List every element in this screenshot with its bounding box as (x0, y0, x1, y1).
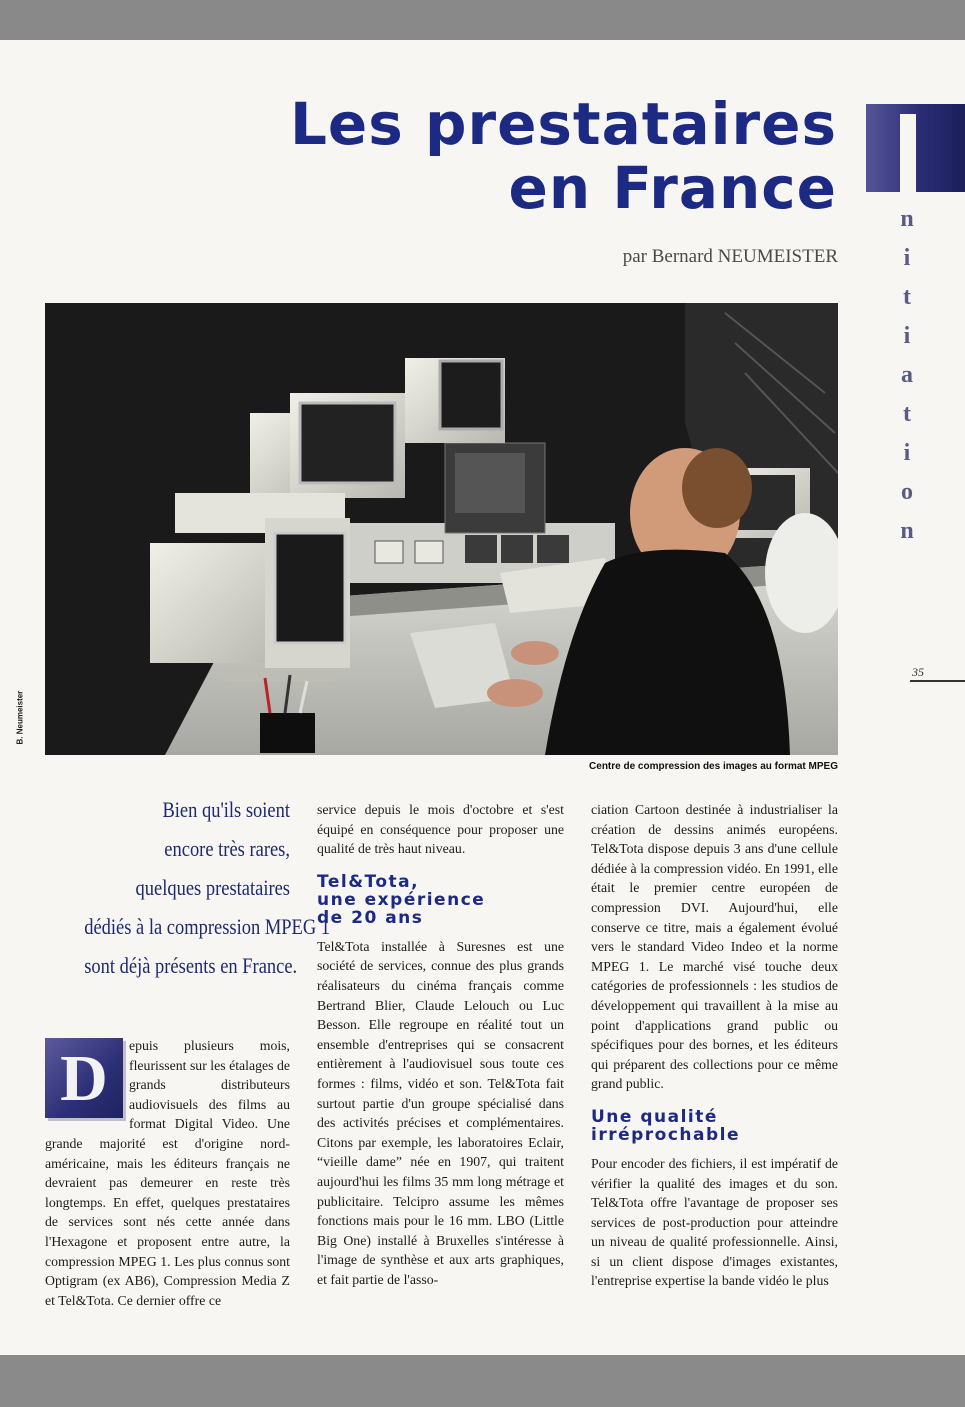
top-scan-band (0, 0, 965, 40)
title-line-2: en France (508, 154, 837, 222)
byline: par Bernard NEUMEISTER (622, 246, 838, 267)
article-title (290, 92, 837, 220)
section-tab-letter: n (900, 518, 914, 544)
subheading-tel-tota (317, 873, 564, 927)
lead-line: dédiés à la compression MPEG 1 (84, 914, 331, 939)
subheading-line: de 20 ans (317, 907, 424, 928)
section-tab-letter: t (903, 284, 911, 310)
lead-line: encore très rares, (164, 836, 290, 861)
photo-credit: B. Neumeister (15, 690, 25, 745)
body-column-1 (45, 1036, 290, 1310)
drop-cap-letter: D (60, 1042, 108, 1115)
body-paragraph: Tel&Tota installée à Suresnes est une société de services, connue des plus grands réalisateurs du cinéma français comme Bertrand Blier, Claude Lelouch ou Luc Besson. Elle regroupe en réalité tout un ensemble d'entreprises qui se consacrent entièrement à l'audiovisuel sous toute ces formes : films, vidéo et son. Tel&Tota fait surtout partie d'un groupe spécialisé dans des activités précises et complémentaires. Citons par exemple, les laboratoires Eclair, “vieille dame” née en 1907, qui traitent aujourd'hui les films 35 mm long métrage et publicitaire. Telcipro assume les mêmes fonctions mais pour le 16 mm. LBO (Little Big One) installé à Bruxelles s'intéresse à l'image de synthèse et aux arts graphiques, et fait partie de l'asso- (317, 938, 564, 1287)
section-tab-letters (895, 200, 919, 551)
section-tab-letter: t (903, 401, 911, 427)
bottom-scan-band (0, 1355, 965, 1407)
body-paragraph: ciation Cartoon destinée à industrialiser la création de dessins animés européens. Tel&Tota dispose depuis 3 ans d'une cellule dédiée à la compression vidéo. En 1991, elle était le premier centre européen de compression DVI. Aujourd'hui, elle conserve ce titre, mais a également évolué vers le standard Video Indeo et la norme MPEG 1. Le marché visé touche deux catégories de professionnels : les studios de développement qui travaillent à la mise au point d'applications grand public ou spécifiques pour des bornes, et les éditeurs qui préparent des collections pour ce même grand public. (591, 802, 838, 1092)
subheading-line: irréprochable (591, 1124, 741, 1145)
drop-cap (45, 1038, 123, 1118)
body-paragraph: service depuis le mois d'octobre et s'est équipé en conséquence pour proposer une qualité de très haut niveau. (317, 802, 564, 857)
photo-caption: Centre de compression des images au format MPEG (589, 761, 838, 772)
article-photo (45, 303, 838, 755)
section-tab-letter: a (901, 362, 913, 388)
section-tab-letter: i (903, 245, 911, 271)
section-tab-initial-letter (900, 114, 916, 192)
photo-scene (45, 303, 838, 755)
title-line-1: Les prestataires (289, 90, 837, 158)
section-tab-letter: i (903, 440, 911, 466)
subheading-line: Une qualité (591, 1106, 718, 1127)
subheading-line: Tel&Tota, (317, 871, 420, 892)
body-column-3 (591, 800, 838, 1291)
body-column-2 (317, 800, 564, 1289)
page-number: 35 (912, 665, 924, 679)
subheading-line: une expérience (317, 889, 486, 910)
body-paragraph: Pour encoder des fichiers, il est impératif de vérifier la qualité des images et du son. Tel&Tota offre l'avantage de proposer ses services de post-production pour atteindre un niveau de qualité professionnelle. Ainsi, si un client dispose d'images existantes, l'entreprise expertise la bande vidéo le plus (591, 1155, 838, 1289)
lead-line: quelques prestataires (135, 875, 290, 900)
body-paragraph: epuis plusieurs mois, fleurissent sur les étalages de grands distributeurs audiovisuels des films au format Digital Video. Une grande majorité est d'origine nord-américaine, mais les éditeurs français ne devraient pas demeurer en reste très longtemps. En effet, quelques prestataires de services sont nés cette année dans l'Hexagone et proposent entre autre, la compression MPEG 1. Les plus connus sont Optigram (ex AB6), Compression Media Z et Tel&Tota. Ce dernier offre ce (45, 1038, 290, 1308)
section-tab-letter: n (900, 206, 914, 232)
page-number-rule (910, 680, 965, 682)
section-tab-letter: o (901, 479, 913, 505)
lead-line: sont déjà présents en France. (84, 953, 298, 978)
section-tab-letter: i (903, 323, 911, 349)
lead-paragraph (84, 790, 331, 985)
lead-line: Bien qu'ils soient (162, 797, 290, 822)
subheading-qualite (591, 1108, 838, 1144)
